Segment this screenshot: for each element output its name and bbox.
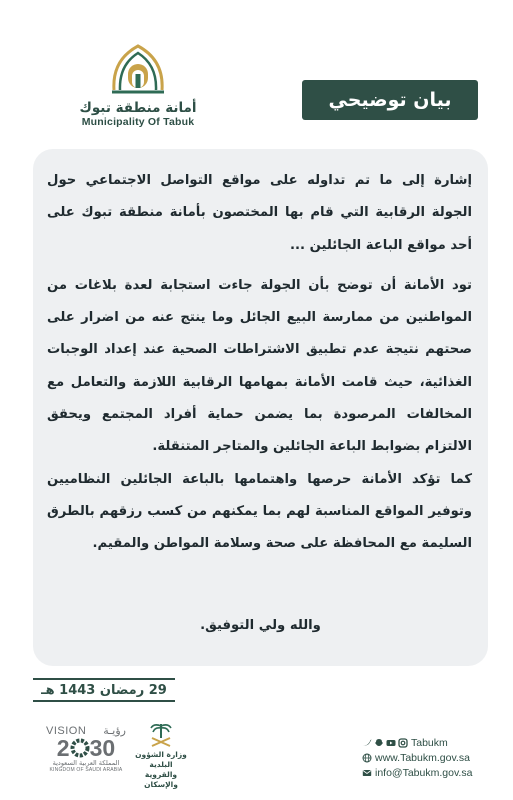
vision-year-digit: 2 (56, 735, 70, 761)
youtube-icon (386, 738, 396, 748)
page-title: بيان توضيحي (328, 89, 452, 111)
palm-swords-emblem-icon (146, 720, 176, 750)
statement-body (47, 165, 472, 561)
website-row[interactable] (362, 751, 482, 765)
email-row[interactable] (362, 766, 482, 780)
vision-year-digits: 30 (89, 735, 116, 761)
email-link: info@Tabukm.gov.sa (375, 767, 473, 779)
vision-label: VISION (46, 725, 87, 737)
statement-paragraph: تود الأمانة أن توضح بأن الجولة جاءت استجابة لعدة بلاغات من المواطنين من ممارسة البيع الجائل وما ينتج عنه من اضرار على صحتهم نتيجة عدم تطبيق الاشتراطات الصحية عند إعداد الوجبات الغذائية، حيث قامت الأمانة بمهامها الرقابية اللازمة والتعامل مع المخالفات المرصودة بما يضمن حماية أفراد المجتمع ويحقق الالتزام بضوابط الباعة الجائلين والمتاجر المتنقلة. (47, 277, 472, 455)
website-link: www.Tabukm.gov.sa (375, 752, 470, 764)
statement-paragraph: كما تؤكد الأمانة حرصها واهتمامها بالباعة الجائلين النظاميين وتوفير المواقع المناسبة لهم بما يمكنهم من كسب رزقهم بالطرق السليمة مع المحافظة على صحة وسلامة المواطن والمقيم. (47, 471, 472, 552)
vision-year (46, 737, 126, 759)
statement-paragraph: إشارة إلى ما تم تداوله على مواقع التواصل الاجتماعي حول الجولة الرقابية التي قام بها المختصون بأمانة منطقة تبوك على أحد مواقع الباعة الجائلين ... (47, 173, 472, 253)
globe-icon (362, 753, 372, 763)
logo-arabic-name: أمانة منطقة تبوك (79, 100, 197, 116)
instagram-icon (398, 738, 408, 748)
twitter-icon (362, 738, 372, 748)
ministry-name-line2: والقروية والإسكان (144, 770, 178, 789)
contact-info (362, 736, 482, 781)
ministry-logo (134, 720, 188, 789)
vision-circle-icon (70, 738, 90, 758)
vision-label-ar: رؤيـة (103, 724, 126, 737)
mail-icon (362, 768, 372, 778)
social-handle: Tabukm (411, 737, 448, 749)
statement-date: 29 رمضان 1443 هـ (41, 682, 167, 698)
snapchat-icon (374, 738, 384, 748)
logo-english-name: Municipality Of Tabuk (81, 116, 195, 128)
vision-country-en: KINGDOM OF SAUDI ARABIA (49, 767, 123, 773)
municipality-emblem-icon (106, 40, 170, 98)
title-banner (302, 80, 478, 120)
closing-line: والله ولي التوفيق. (200, 618, 321, 633)
vision-2030-logo (46, 724, 126, 774)
statement-card (33, 149, 488, 666)
ministry-name-line1: وزارة الشؤون البلدية (135, 750, 187, 769)
vision-country-ar: المملكة العربية السعودية (52, 759, 120, 767)
social-row[interactable] (362, 736, 482, 750)
date-bar (33, 678, 175, 702)
municipality-logo (58, 40, 218, 130)
